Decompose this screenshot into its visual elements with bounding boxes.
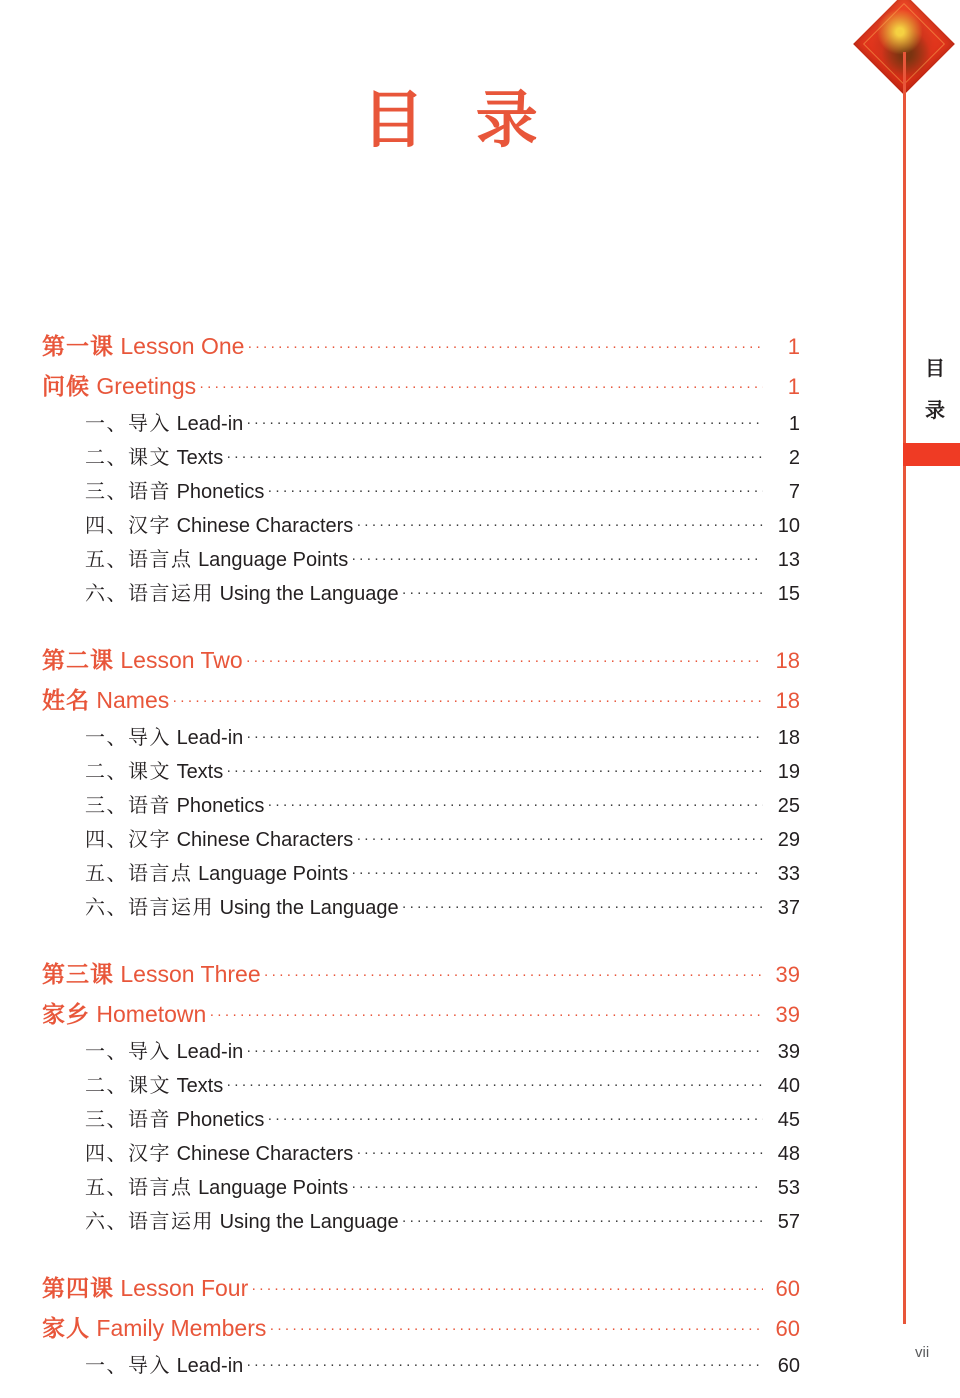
toc-sub-item-page-number: 39 xyxy=(777,1041,800,1063)
dot-leader xyxy=(402,576,763,609)
table-of-contents xyxy=(0,328,880,1398)
toc-lesson-topic-label xyxy=(42,996,206,1033)
toc-sub-item-label xyxy=(85,892,399,925)
toc-sub-item-label xyxy=(85,442,223,475)
dot-leader xyxy=(251,1270,763,1307)
toc-lesson-header[interactable] xyxy=(42,328,800,368)
dot-leader xyxy=(209,996,763,1033)
toc-sub-item[interactable] xyxy=(85,1070,800,1104)
margin-rule xyxy=(903,52,906,1324)
sub-item-en: Lead-in xyxy=(176,1355,244,1377)
sub-item-en: Phonetics xyxy=(176,1109,265,1131)
section-thumb-label-char-2: 录 xyxy=(925,400,945,422)
toc-lesson-topic-page-number: 60 xyxy=(775,1316,800,1341)
lesson-topic-en: Hometown xyxy=(96,1001,207,1027)
toc-sub-item[interactable] xyxy=(85,578,800,612)
sub-item-en: Using the Language xyxy=(219,583,399,605)
toc-sub-item-label xyxy=(85,790,264,823)
dot-leader xyxy=(172,682,763,719)
sub-item-en: Language Points xyxy=(198,1177,349,1199)
sub-item-en: Lead-in xyxy=(176,1041,244,1063)
page-title: 目 录 xyxy=(362,87,556,155)
sub-item-en: Chinese Characters xyxy=(176,515,354,537)
lesson-topic-cn: 姓名 xyxy=(42,688,90,713)
lesson-topic-cn: 家乡 xyxy=(42,1002,90,1027)
section-thumb-label-char-1: 目 xyxy=(925,358,945,380)
section-thumb-tab xyxy=(903,443,960,466)
dot-leader xyxy=(226,440,763,473)
sub-item-number-cn: 四、汉字 xyxy=(85,1143,171,1165)
dot-leader xyxy=(356,1136,763,1169)
lesson-topic-en: Greetings xyxy=(96,373,197,399)
toc-sub-item[interactable] xyxy=(85,790,800,824)
dot-leader xyxy=(351,542,763,575)
toc-sub-item-label xyxy=(85,824,353,857)
toc-sub-item-page-number: 10 xyxy=(777,515,800,537)
dot-leader xyxy=(264,956,763,993)
toc-sub-item-page-number: 53 xyxy=(777,1177,800,1199)
lesson-block xyxy=(0,1270,800,1384)
lesson-topic-cn: 问候 xyxy=(42,374,90,399)
toc-sub-item[interactable] xyxy=(85,544,800,578)
sub-item-number-cn: 六、语言运用 xyxy=(85,1211,214,1233)
toc-sub-item[interactable] xyxy=(85,756,800,790)
block-spacer xyxy=(0,626,800,642)
toc-sub-item[interactable] xyxy=(85,476,800,510)
toc-sub-item-label xyxy=(85,858,348,891)
sub-item-en: Language Points xyxy=(198,549,349,571)
toc-sub-item[interactable] xyxy=(85,892,800,926)
toc-sub-item-label xyxy=(85,510,353,543)
toc-sub-item-page-number: 19 xyxy=(777,761,800,783)
lesson-header-en: Lesson Four xyxy=(120,1275,249,1301)
toc-lesson-header[interactable] xyxy=(42,642,800,682)
sub-item-en: Texts xyxy=(176,1075,224,1097)
sub-item-number-cn: 四、汉字 xyxy=(85,515,171,537)
toc-sub-item-page-number: 15 xyxy=(777,583,800,605)
toc-lesson-topic-label xyxy=(42,368,196,405)
dot-leader xyxy=(402,890,763,923)
toc-sub-item[interactable] xyxy=(85,408,800,442)
toc-sub-item-page-number: 7 xyxy=(788,481,800,503)
section-thumb-label xyxy=(920,348,950,432)
block-spacer xyxy=(0,1254,800,1270)
toc-sub-item-page-number: 13 xyxy=(777,549,800,571)
toc-sub-item-page-number: 37 xyxy=(777,897,800,919)
sub-item-en: Chinese Characters xyxy=(176,1143,354,1165)
sub-item-en: Phonetics xyxy=(176,795,265,817)
toc-sub-item[interactable] xyxy=(85,858,800,892)
dot-leader xyxy=(247,328,763,365)
toc-sub-item[interactable] xyxy=(85,1206,800,1240)
dot-leader xyxy=(226,754,763,787)
toc-lesson-topic[interactable] xyxy=(42,682,800,722)
sub-item-number-cn: 二、课文 xyxy=(85,761,171,783)
dot-leader xyxy=(246,1348,763,1381)
sub-item-number-cn: 一、导入 xyxy=(85,727,171,749)
toc-sub-item-page-number: 29 xyxy=(777,829,800,851)
lesson-header-cn: 第三课 xyxy=(42,962,114,987)
toc-sub-item-page-number: 25 xyxy=(777,795,800,817)
toc-sub-item-page-number: 60 xyxy=(777,1355,800,1377)
toc-lesson-header-page-number: 60 xyxy=(775,1276,800,1301)
lesson-header-en: Lesson One xyxy=(120,333,245,359)
toc-sub-item-label xyxy=(85,476,264,509)
sub-item-number-cn: 三、语音 xyxy=(85,481,171,503)
sub-item-number-cn: 四、汉字 xyxy=(85,829,171,851)
toc-sub-item-label xyxy=(85,408,243,441)
toc-sub-item[interactable] xyxy=(85,442,800,476)
toc-sub-item-page-number: 33 xyxy=(777,863,800,885)
sub-item-en: Lead-in xyxy=(176,727,244,749)
dot-leader xyxy=(356,822,763,855)
sub-item-en: Phonetics xyxy=(176,481,265,503)
toc-lesson-header-page-number: 18 xyxy=(775,648,800,673)
toc-sub-item[interactable] xyxy=(85,722,800,756)
dot-leader xyxy=(402,1204,763,1237)
sub-item-en: Chinese Characters xyxy=(176,829,354,851)
dot-leader xyxy=(246,642,763,679)
toc-sub-item-label xyxy=(85,722,243,755)
dot-leader xyxy=(246,1034,763,1067)
lesson-block xyxy=(0,956,800,1240)
dot-leader xyxy=(267,788,763,821)
toc-lesson-topic-page-number: 39 xyxy=(775,1002,800,1027)
toc-lesson-topic[interactable] xyxy=(42,1310,800,1350)
dot-leader xyxy=(269,1310,763,1347)
sub-item-number-cn: 三、语音 xyxy=(85,1109,171,1131)
toc-sub-item-label xyxy=(85,1350,243,1383)
lesson-block xyxy=(0,328,800,612)
sub-item-number-cn: 二、课文 xyxy=(85,1075,171,1097)
toc-sub-item[interactable] xyxy=(85,1172,800,1206)
page-folio: vii xyxy=(915,1344,930,1361)
toc-sub-item-label xyxy=(85,1172,348,1205)
lesson-header-en: Lesson Three xyxy=(120,961,261,987)
dot-leader xyxy=(356,508,763,541)
toc-lesson-header-label xyxy=(42,642,243,679)
sub-item-number-cn: 五、语言点 xyxy=(85,549,193,571)
toc-sub-item[interactable] xyxy=(85,1104,800,1138)
toc-lesson-header-label xyxy=(42,956,261,993)
sub-item-number-cn: 六、语言运用 xyxy=(85,583,214,605)
toc-sub-item-label xyxy=(85,1138,353,1171)
toc-lesson-topic-page-number: 18 xyxy=(775,688,800,713)
toc-sub-item-page-number: 40 xyxy=(777,1075,800,1097)
toc-sub-item[interactable] xyxy=(85,1036,800,1070)
sub-item-number-cn: 五、语言点 xyxy=(85,863,193,885)
toc-lesson-header-label xyxy=(42,328,244,365)
sub-item-en: Using the Language xyxy=(219,1211,399,1233)
toc-sub-item-label xyxy=(85,1206,399,1239)
lesson-topic-en: Family Members xyxy=(96,1315,267,1341)
toc-lesson-header-page-number: 1 xyxy=(787,334,800,359)
toc-sub-item[interactable] xyxy=(85,1350,800,1384)
sub-item-number-cn: 五、语言点 xyxy=(85,1177,193,1199)
toc-lesson-topic[interactable] xyxy=(42,996,800,1036)
toc-sub-item[interactable] xyxy=(85,824,800,858)
lesson-header-cn: 第四课 xyxy=(42,1276,114,1301)
lesson-topic-en: Names xyxy=(96,687,170,713)
dot-leader xyxy=(246,720,763,753)
toc-sub-item-label xyxy=(85,1070,223,1103)
toc-sub-item-page-number: 1 xyxy=(788,413,800,435)
toc-sub-item[interactable] xyxy=(85,510,800,544)
lesson-header-en: Lesson Two xyxy=(120,647,243,673)
sub-item-number-cn: 一、导入 xyxy=(85,1041,171,1063)
toc-sub-item-label xyxy=(85,578,399,611)
sub-item-number-cn: 二、课文 xyxy=(85,447,171,469)
lesson-block xyxy=(0,642,800,926)
toc-sub-item-label xyxy=(85,756,223,789)
toc-sub-item-page-number: 57 xyxy=(777,1211,800,1233)
lesson-topic-cn: 家人 xyxy=(42,1316,90,1341)
toc-sub-item[interactable] xyxy=(85,1138,800,1172)
toc-lesson-header[interactable] xyxy=(42,956,800,996)
toc-sub-item-page-number: 2 xyxy=(788,447,800,469)
lesson-header-cn: 第一课 xyxy=(42,334,114,359)
dot-leader xyxy=(351,1170,763,1203)
block-spacer xyxy=(0,940,800,956)
toc-lesson-header-page-number: 39 xyxy=(775,962,800,987)
toc-lesson-topic-page-number: 1 xyxy=(787,374,800,399)
toc-lesson-topic-label xyxy=(42,682,169,719)
sub-item-number-cn: 六、语言运用 xyxy=(85,897,214,919)
dot-leader xyxy=(226,1068,763,1101)
sub-item-number-cn: 一、导入 xyxy=(85,413,171,435)
sub-item-en: Using the Language xyxy=(219,897,399,919)
dot-leader xyxy=(267,474,763,507)
toc-sub-item-label xyxy=(85,544,348,577)
toc-lesson-topic[interactable] xyxy=(42,368,800,408)
sub-item-number-cn: 三、语音 xyxy=(85,795,171,817)
dot-leader xyxy=(246,406,763,439)
sub-item-en: Lead-in xyxy=(176,413,244,435)
toc-lesson-header-label xyxy=(42,1270,248,1307)
sub-item-number-cn: 一、导入 xyxy=(85,1355,171,1377)
lesson-header-cn: 第二课 xyxy=(42,648,114,673)
dot-leader xyxy=(199,368,763,405)
sub-item-en: Texts xyxy=(176,761,224,783)
toc-lesson-header[interactable] xyxy=(42,1270,800,1310)
toc-sub-item-label xyxy=(85,1036,243,1069)
toc-sub-item-page-number: 48 xyxy=(777,1143,800,1165)
dot-leader xyxy=(351,856,763,889)
sub-item-en: Texts xyxy=(176,447,224,469)
toc-sub-item-page-number: 45 xyxy=(777,1109,800,1131)
dot-leader xyxy=(267,1102,763,1135)
toc-sub-item-label xyxy=(85,1104,264,1137)
toc-sub-item-page-number: 18 xyxy=(777,727,800,749)
sub-item-en: Language Points xyxy=(198,863,349,885)
toc-lesson-topic-label xyxy=(42,1310,266,1347)
